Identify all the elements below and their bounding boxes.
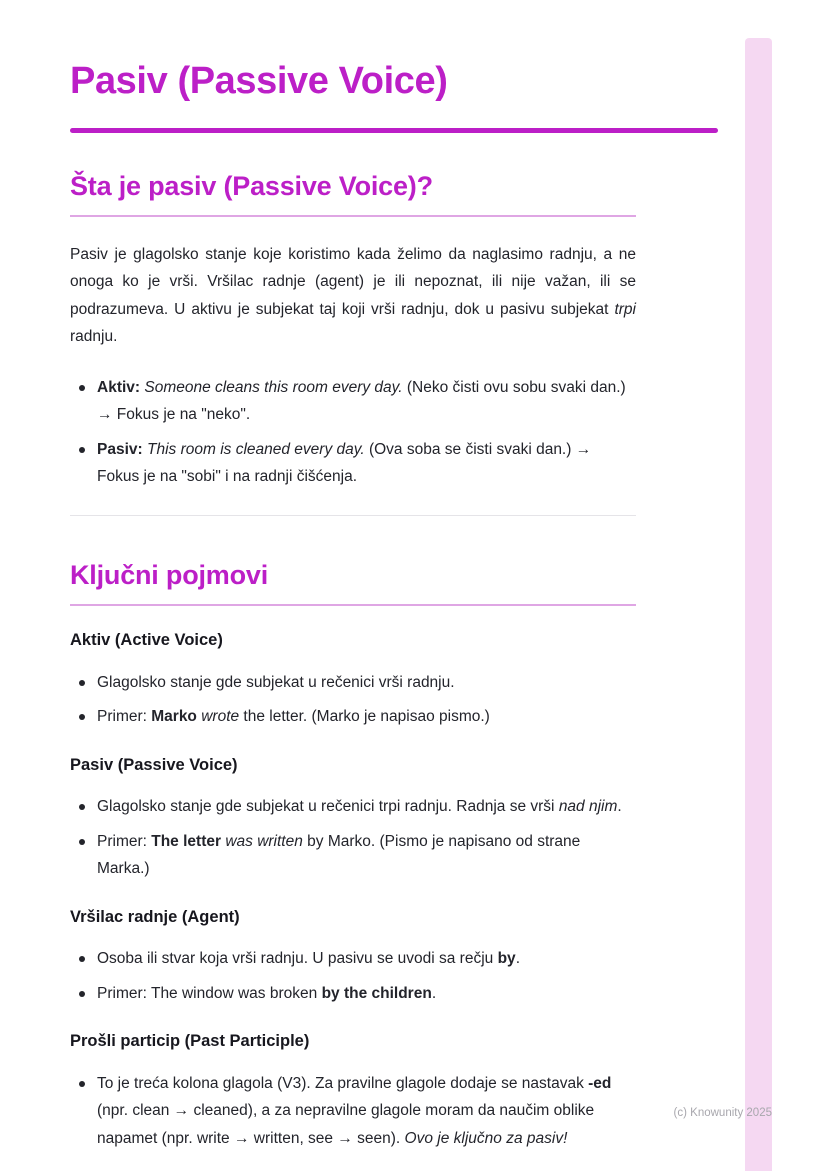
copyright-footer: (c) Knowunity 2025 — [673, 1107, 772, 1119]
page-title: Pasiv (Passive Voice) — [70, 60, 448, 102]
list-item: Glagolsko stanje gde subjekat u rečenici vrši radnju. — [70, 669, 636, 697]
list-item: Primer: The window was broken by the children. — [70, 980, 636, 1008]
subheading-passive-voice: Pasiv (Passive Voice) — [70, 755, 238, 774]
section-underline — [70, 215, 636, 217]
list-item: To je treća kolona glagola (V3). Za pravilne glagole dodaje se nastavak -ed (npr. clean → cleaned), a za nepravilne glagole moram da naučim oblike napamet (npr. write → written, see → seen). Ovo je ključno za pasiv! — [70, 1070, 636, 1153]
section-spacer — [70, 516, 636, 559]
intro-paragraph: Pasiv je glagolsko stanje koje koristimo kada želimo da naglasimo radnju, a ne onoga ko je vrši. Vršilac radnje (agent) je ili nepoznat, ili nije važan, ili se podrazumeva. U aktivu je subjekat taj koji vrši radnju, dok u pasivu subjekat trpi radnju. — [70, 245, 636, 346]
list-item: Primer: Marko wrote the letter. (Marko je napisao pismo.) — [70, 703, 636, 731]
subheading-active-voice: Aktiv (Active Voice) — [70, 631, 223, 650]
section-key-terms — [70, 559, 636, 1152]
subheading-past-participle: Prošli particip (Past Participle) — [70, 1032, 310, 1051]
agent-list — [70, 945, 636, 1007]
title-underline — [70, 128, 718, 133]
list-item: Glagolsko stanje gde subjekat u rečenici trpi radnju. Radnja se vrši nad njim. — [70, 793, 636, 821]
page-side-ribbon — [745, 38, 772, 1171]
document-content — [70, 60, 636, 1176]
list-item-aktiv-example: Aktiv: Someone cleans this room every day. (Neko čisti ovu sobu svaki dan.) → Fokus je na "neko". — [70, 374, 636, 429]
past-participle-list — [70, 1070, 636, 1153]
list-item: Osoba ili stvar koja vrši radnju. U pasivu se uvodi sa rečju by. — [70, 945, 636, 973]
active-voice-list — [70, 669, 636, 731]
section-heading-what-is-passive: Šta je pasiv (Passive Voice)? — [70, 170, 433, 201]
passive-voice-list — [70, 793, 636, 883]
section-what-is-passive — [70, 170, 636, 491]
list-item: Primer: The letter was written by Marko. (Pismo je napisano od strane Marka.) — [70, 828, 636, 883]
active-passive-examples-list — [70, 374, 636, 491]
subheading-agent: Vršilac radnje (Agent) — [70, 907, 240, 926]
list-item-pasiv-example: Pasiv: This room is cleaned every day. (Ova soba se čisti svaki dan.) → Fokus je na "sobi" i na radnji čišćenja. — [70, 436, 636, 491]
section-underline — [70, 604, 636, 606]
section-heading-key-terms: Ključni pojmovi — [70, 559, 269, 590]
